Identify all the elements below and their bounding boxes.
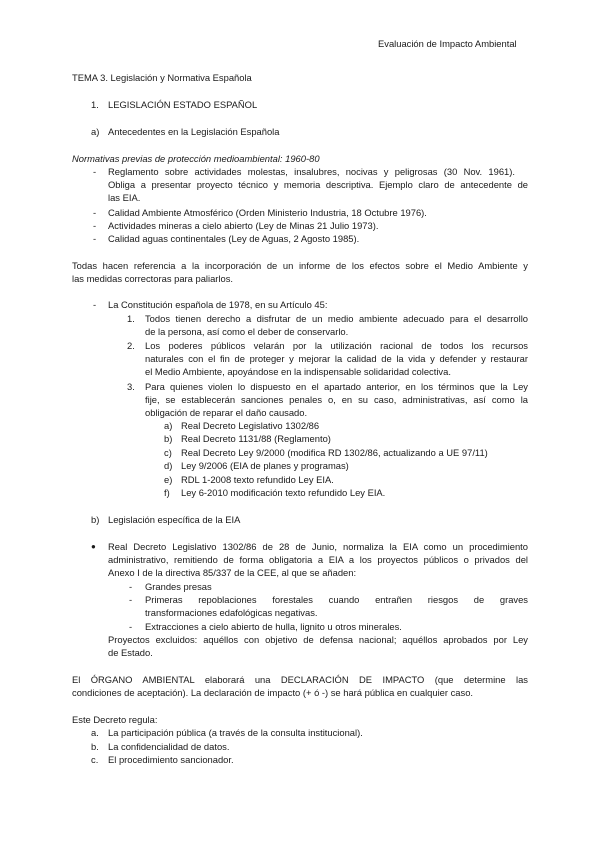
law-marker: c) (164, 447, 172, 458)
numbered-marker: 3. (127, 381, 135, 392)
anexo-item: Primeras repoblaciones forestales cuando entrañen riesgos de graves (145, 594, 528, 605)
law-item: Real Decreto Ley 9/2000 (modifica RD 1302/86, actualizando a UE 97/11) (181, 447, 488, 458)
list-item-line: Calidad aguas continentales (Ley de Aguas, 2 Agosto 1985). (108, 233, 360, 244)
rdl-line: Real Decreto Legislativo 1302/86 de 28 de Junio, normaliza la EIA como un procedimiento (108, 541, 528, 552)
bullet-icon: ● (91, 542, 96, 551)
list-item-line: Obliga a presentar proyecto técnico y memoria descriptiva. Ejemplo claro de antecedente de (108, 179, 528, 190)
regula-heading: Este Decreto regula: (72, 714, 158, 725)
law-marker: d) (164, 460, 173, 471)
regula-item: La participación pública (a través de la consulta institucional). (108, 727, 363, 738)
subsection-b-title: Legislación específica de la EIA (108, 514, 241, 525)
page-header: Evaluación de Impacto Ambiental (378, 38, 517, 49)
anexo-item: Extracciones a cielo abierto de hulla, lignito u otros minerales. (145, 621, 402, 632)
excluidos-line: Proyectos excluidos: aquéllos con objetivo de defensa nacional; aquéllos aprobados por Ley (108, 634, 528, 645)
dash-marker: - (93, 166, 97, 177)
law-item: RDL 1-2008 texto refundido Ley EIA. (181, 474, 334, 485)
rdl-line: administrativo, remitiendo de forma obligatoria a EIA a los proyectos públicos o privados del (108, 554, 528, 565)
law-item: Ley 6-2010 modificación texto refundido Ley EIA. (181, 487, 386, 498)
tema-title: TEMA 3. Legislación y Normativa Española (72, 72, 252, 83)
list-item-line: Reglamento sobre actividades molestas, insalubres, nocivas y peligrosas (30 Nov. 1961). (108, 166, 515, 177)
numbered-line: naturales con el fin de proteger y mejorar la calidad de la vida y defender y restaurar (145, 353, 528, 364)
regula-item: La confidencialidad de datos. (108, 741, 230, 752)
regula-item: El procedimiento sancionador. (108, 754, 234, 765)
subsection-a-title: Antecedentes en la Legislación Española (108, 126, 280, 137)
dash-marker: - (93, 233, 97, 244)
numbered-line: fije, se establecerán sanciones penales o, en su caso, administrativas, así como la (145, 394, 528, 405)
section-title: LEGISLACIÓN ESTADO ESPAÑOL (108, 99, 258, 110)
law-item: Real Decreto 1131/88 (Reglamento) (181, 433, 331, 444)
dash-marker: - (93, 207, 97, 218)
dash-marker: - (129, 621, 133, 632)
numbered-line: Los poderes públicos velarán por la utilización racional de todos los recursos (145, 340, 528, 351)
numbered-line: obligación de reparar el daño causado. (145, 407, 308, 418)
dash-marker: - (129, 594, 133, 605)
excluidos-line: de Estado. (108, 647, 153, 658)
paragraph-line: Todas hacen referencia a la incorporación de un informe de los efectos sobre el Medio Ambiente y (72, 260, 528, 271)
law-item: Real Decreto Legislativo 1302/86 (181, 420, 320, 431)
law-marker: f) (164, 487, 170, 498)
law-item: Ley 9/2006 (EIA de planes y programas) (181, 460, 349, 471)
law-marker: e) (164, 474, 173, 485)
numbered-line: Todos tienen derecho a disfrutar de un medio ambiente adecuado para el desarrollo (145, 313, 528, 324)
law-marker: b) (164, 433, 173, 444)
numbered-marker: 2. (127, 340, 135, 351)
constitucion-line: La Constitución española de 1978, en su Artículo 45: (108, 299, 328, 310)
regula-marker: a. (91, 727, 99, 738)
paragraph-line: las medidas correctoras para paliarlos. (72, 273, 234, 284)
numbered-marker: 1. (127, 313, 135, 324)
dash-marker: - (93, 299, 97, 310)
rdl-line: Anexo I de la directiva 85/337 de la CEE, al que se añaden: (108, 567, 357, 578)
list-item-line: Calidad Ambiente Atmosférico (Orden Ministerio Industria, 18 Octubre 1976). (108, 207, 427, 218)
anexo-item: Grandes presas (145, 581, 212, 592)
organo-line: condiciones de aceptación). La declaración de impacto (+ ó -) se hará pública en cualquier caso. (72, 687, 474, 698)
numbered-line: de la persona, así como el deber de conservarlo. (145, 326, 349, 337)
normativas-heading: Normativas previas de protección medioambiental: 1960-80 (72, 153, 320, 164)
regula-marker: c. (91, 754, 99, 765)
numbered-line: Para quienes violen lo dispuesto en el apartado anterior, en los términos que la Ley (145, 381, 528, 392)
regula-marker: b. (91, 741, 99, 752)
subsection-b-marker: b) (91, 514, 100, 525)
section-number: 1. (91, 99, 99, 110)
law-marker: a) (164, 420, 173, 431)
dash-marker: - (129, 581, 133, 592)
list-item-line: las EIA. (108, 192, 141, 203)
organo-line: El ÓRGANO AMBIENTAL elaborará una DECLARACIÓN DE IMPACTO (que determine las (72, 674, 528, 685)
anexo-item: transformaciones edafológicas negativas. (145, 607, 318, 618)
numbered-line: el Medio Ambiente, apoyándose en la indispensable solidaridad colectiva. (145, 366, 451, 377)
dash-marker: - (93, 220, 97, 231)
list-item-line: Actividades mineras a cielo abierto (Ley de Minas 21 Julio 1973). (108, 220, 379, 231)
subsection-a-marker: a) (91, 126, 100, 137)
